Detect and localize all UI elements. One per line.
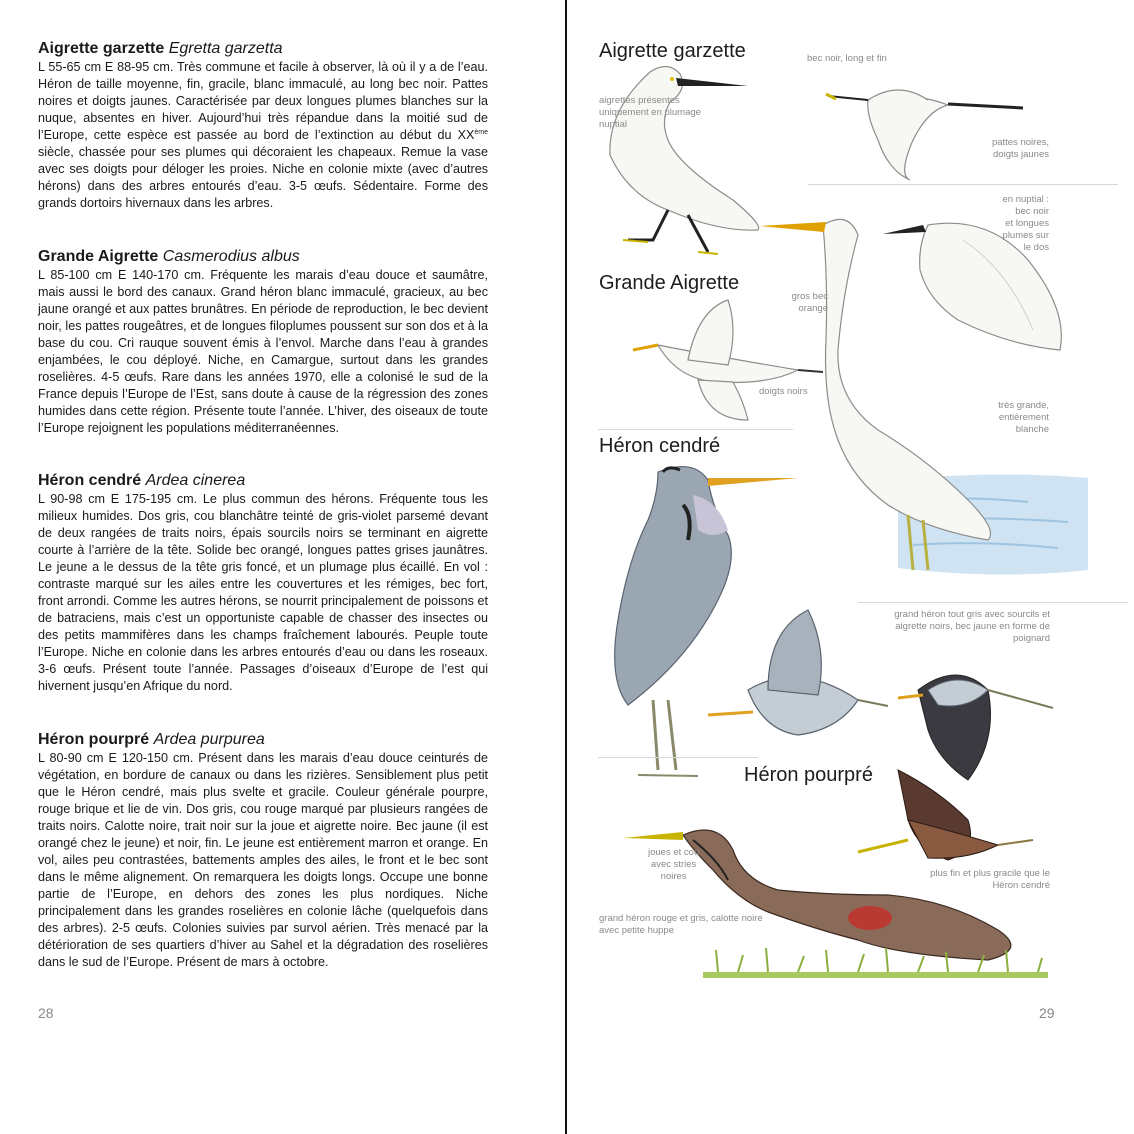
species-heading [38,40,488,58]
caption [792,291,828,315]
species-entry-heron-pourpre [38,731,488,971]
common-name: Aigrette garzette [38,40,165,57]
caption [894,609,1050,645]
caption [930,868,1050,892]
latin-name: Ardea purpurea [153,731,265,748]
section-divider [808,184,1118,185]
caption [992,137,1049,161]
caption-line: aigrette noirs, bec jaune en forme de [895,621,1050,632]
caption [599,913,763,937]
grey-heron-flying-illustration [708,610,888,735]
caption [599,95,701,131]
latin-name: Casmerodius albus [162,248,300,265]
book-gutter [565,0,567,1134]
species-description: L 90-98 cm E 175-195 cm. Le plus commun des hérons. Fréquente tous les milieux humides. Dos gris, cou blanchâtre teinté de gris-violet parsemé devant de deux rangées de traits noirs, épais sourcils noirs se terminant en aigrette courte à l’arrière de la tête. Solide bec orangé, longues pattes grises jaunâtres. Le jeune a le dessus de la tête gris foncé, et un plumage plus écaillé. En vol : contraste marqué sur les ailes entre les couvertures et les rémiges, bec fort, front arrondi. Comme les autres hérons, se nourrit principalement de poissons et de batraciens, mais c’est un opportuniste capable de chasser des insectes ou des petits mammifères dans les champs fraîchement labourés. Peuple toute l’Europe. Niche en colonie dans les arbres entourés d’eau ou dans les roseaux. 3-6 œufs. Présent toute l’année. Passages d’oiseaux d’Europe de l’est qui hivernent jusqu’en Afrique du nord. [38,492,488,693]
common-name: Héron cendré [38,472,142,489]
caption-line: plus fin et plus gracile que le [930,868,1050,879]
caption-line: nuptial [599,119,627,130]
plate-title-heron-pourpre: Héron pourpré [744,764,873,786]
caption-line: joues et cou [648,847,700,858]
little-egret-flying-illustration [826,90,1023,180]
caption: doigts noirs [759,386,808,397]
caption [648,847,699,883]
caption-line: grand héron tout gris avec sourcils et [894,609,1050,620]
description-part: siècle, chassée pour ses plumes qui décoraient les chapeaux. Remue la vase avec ses doigts pour déloger les proies. Niche en colonie mixte (avec d’autres hérons) dans des arbres entourés d’eau. 3-5 œufs. Sédentaire. Forme des grands dortoirs hivernaux dans les arbres. [38,145,488,210]
caption-line: uniquement en plumage [599,107,701,118]
latin-name: Ardea cinerea [145,472,246,489]
caption-line: orange [798,303,828,314]
caption-line: très grande, [998,400,1049,411]
caption-line: pattes noires, [991,137,1049,148]
species-heading [38,248,488,266]
species-heading [38,731,488,749]
caption-line: en nuptial : [1002,194,1049,205]
species-entry-heron-cendre [38,472,488,695]
page-number: 29 [1039,1005,1055,1021]
grey-heron-flying-illustration [898,675,1053,780]
caption-line: avec stries [650,859,697,870]
common-name: Grande Aigrette [38,248,159,265]
purple-heron-flying-illustration [858,770,1033,860]
caption-line: entièrement [998,412,1049,423]
caption [1003,194,1049,254]
caption-line: noires [660,871,687,882]
section-divider [598,757,758,758]
section-divider [858,602,1128,603]
left-page [0,0,566,1134]
caption-line: aigrettes présentes [599,95,680,106]
caption-line: avec petite huppe [599,925,675,936]
superscript: ème [474,128,488,136]
species-description: L 85-100 cm E 140-170 cm. Fréquente les marais d’eau douce et saumâtre, mais aussi le bord des canaux. Grand héron blanc immaculé, gracieux, au bec jaune orangé et aux pattes brunâtres. En période de reproduction, le bec devient noir, les pattes rougeâtres, et de longues filoplumes poussent sur son dos et à la base du cou. Cri rauque souvent émis à l’envol. Marche dans l’eau à grandes enjambées, le cou déployé. Niche, en Camargue, surtout dans les grandes roselières. 4-5 œufs. Rare dans les années 1970, elle a colonisé le sud de la France depuis l’Europe de l’Est, sans doute à cause de la régression des zones humides dans cette région. Présente toute l’année. L’hiver, des oiseaux de toute l’Europe rejoignent les populations méditerranéennes. [38,268,488,435]
caption: bec noir, long et fin [807,53,887,64]
plate-title-grande-aigrette: Grande Aigrette [599,272,740,294]
right-page [568,0,1134,1134]
grey-heron-standing-illustration [615,467,798,776]
caption-line: Héron cendré [992,880,1050,891]
caption-line: gros bec [791,291,828,302]
plate-title-heron-cendre: Héron cendré [599,435,721,457]
caption-line: bec noir [1015,206,1049,217]
species-heading [38,472,488,490]
caption [998,400,1049,436]
caption-line: grand héron rouge et gris, calotte noire [599,913,763,924]
species-description [38,59,488,212]
latin-name: Egretta garzetta [168,40,283,57]
species-entry-aigrette-garzette [38,40,488,212]
caption-line: poignard [1013,633,1050,644]
caption-line: et longues [1005,218,1049,229]
common-name: Héron pourpré [38,731,150,748]
bird-illustration-plate [568,0,1134,1134]
page-number: 28 [38,1005,54,1021]
section-divider [598,429,793,430]
great-egret-flying-illustration [633,300,823,420]
caption-line: doigts jaunes [993,149,1049,160]
description-part: L 55-65 cm E 88-95 cm. Très commune et facile à observer, là où il y a de l’eau. Héron de taille moyenne, fin, gracile, blanc immaculé, au long bec noir. Pattes noires et doigts jaunes. Caractérisée par deux longues plumes blanches sur la nuque, absentes en hiver. Aujourd’hui très répandue dans la moitié sud de l’Europe, cette espèce est passée au bord de l’extinction au début du XX [38,60,488,142]
caption-line: blanche [1015,424,1049,435]
plate-title-aigrette-garzette: Aigrette garzette [599,40,746,62]
species-entry-grande-aigrette [38,248,488,437]
caption-line: le dos [1023,242,1049,253]
caption-line: plumes sur [1002,230,1049,241]
species-description: L 80-90 cm E 120-150 cm. Présent dans les marais d’eau douce ceinturés de végétation, en bordure de canaux ou dans les rizières. Sensiblement plus petit que le Héron cendré, mais plus svelte et gracile. Couleur générale pourpre, rouge brique et lie de vin. Dos gris, cou rouge marqué par plusieurs rangées de traits noirs. Calotte noire, trait noir sur la joue et aigrette noire. Bec jaune (il est orangé chez le jeune) et noir, fin. Le jeune est entièrement marron et orange. En vol, ailes peu contrastées, battements amples des ailes, le front et le bec sont dans le même alignement. On remarquera les doigts longs. Occupe une bonne partie de l’Europe, en dehors des zones les plus nordiques. Niche principalement dans les grandes roselières en colonie lâche (quelquefois dans des arbres). 2-5 œufs. Colonies suivies par survol aérien. Très menacé par la détérioration de ses quartiers d’hiver au Sahel et la dégradation des roselières dans le sud de l’Europe. Présent de mars à octobre. [38,751,488,969]
